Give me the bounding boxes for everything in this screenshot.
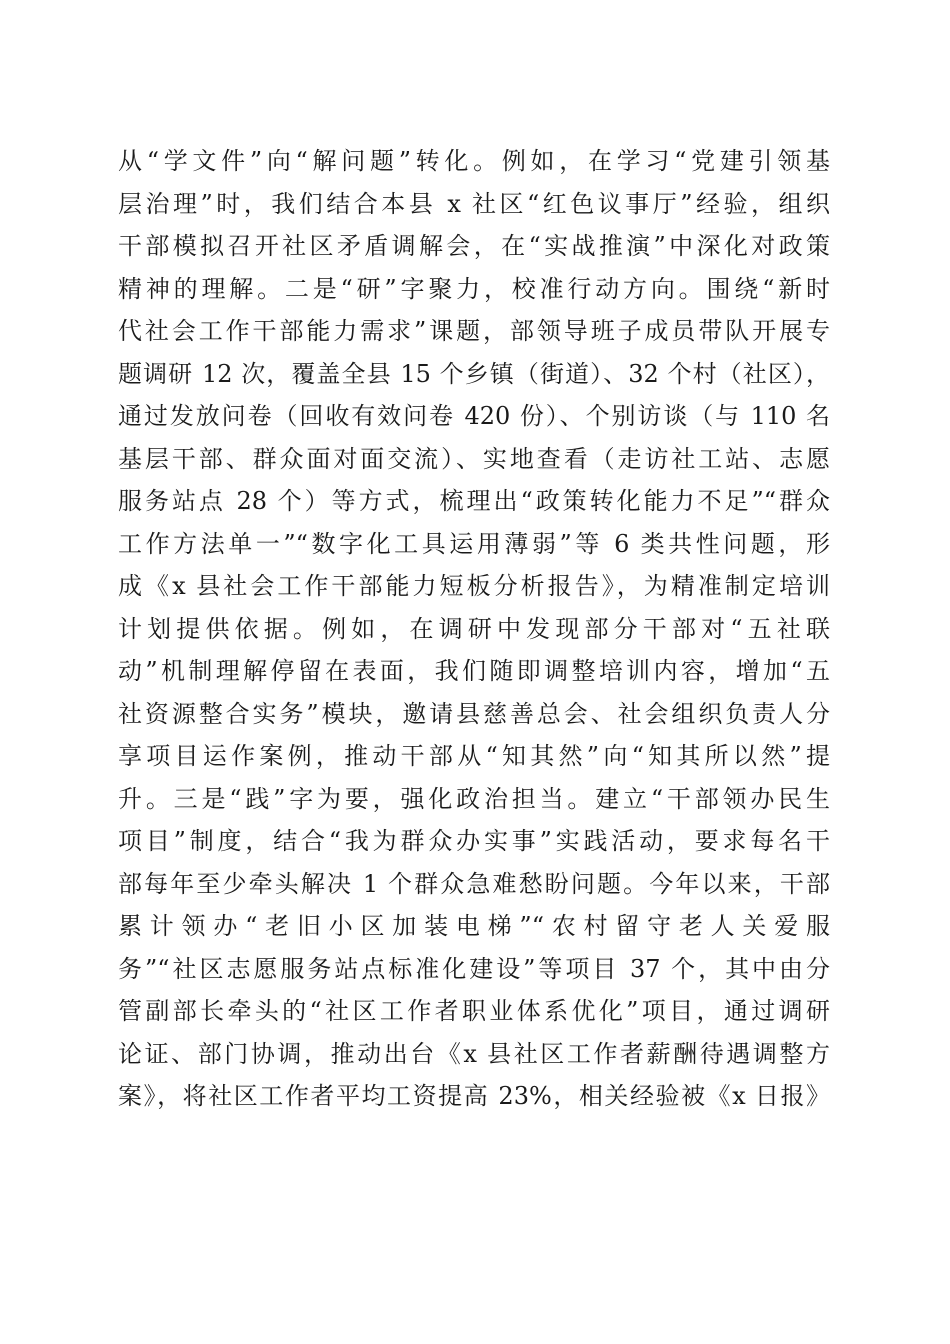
text-line-13: 动”机制理解停留在表面，我们随即调整培训内容，增加“五 — [118, 657, 830, 685]
text-line-3: 干部模拟召开社区矛盾调解会，在“实战推演”中深化对政策 — [118, 232, 830, 260]
text-line-19: 累计领办“老旧小区加装电梯”“农村留守老人关爱服 — [118, 912, 830, 940]
text-line-2: 层治理”时，我们结合本县 x 社区“红色议事厅”经验，组织 — [118, 189, 830, 218]
text-line-21: 管副部长牵头的“社区工作者职业体系优化”项目，通过调研 — [118, 997, 830, 1025]
text-line-20: 务”“社区志愿服务站点标准化建设”等项目 37 个，其中由分 — [118, 954, 830, 983]
text-line-12: 计划提供依据。例如，在调研中发现部分干部对“五社联 — [118, 614, 830, 643]
text-line-15: 享项目运作案例，推动干部从“知其然”向“知其所以然”提 — [118, 742, 830, 770]
text-line-5: 代社会工作干部能力需求”课题，部领导班子成员带队开展专 — [118, 317, 830, 345]
text-line-10: 工作方法单一”“数字化工具运用薄弱”等 6 类共性问题，形 — [118, 529, 830, 558]
text-line-16: 升。三是“践”字为要，强化政治担当。建立“干部领办民生 — [118, 784, 830, 813]
text-line-14: 社资源整合实务”模块，邀请县慈善总会、社会组织负责人分 — [118, 699, 830, 728]
text-line-23: 案》，将社区工作者平均工资提高 23%，相关经验被《x 日报》 — [118, 1082, 830, 1110]
text-line-7: 通过发放问卷（回收有效问卷 420 份）、个别访谈（与 110 名 — [118, 402, 830, 430]
text-line-22: 论证、部门协调，推动出台《x 县社区工作者薪酬待遇调整方 — [118, 1039, 830, 1068]
text-line-6: 题调研 12 次，覆盖全县 15 个乡镇（街道）、32 个村（社区）， — [118, 359, 830, 388]
text-line-4: 精神的理解。二是“研”字聚力，校准行动方向。围绕“新时 — [118, 274, 830, 303]
text-line-8: 基层干部、群众面对面交流）、实地查看（走访社工站、志愿 — [118, 444, 830, 473]
text-line-1: 从“学文件”向“解问题”转化。例如，在学习“党建引领基 — [118, 147, 830, 175]
text-line-11: 成《x 县社会工作干部能力短板分析报告》，为精准制定培训 — [118, 572, 830, 600]
text-line-18: 部每年至少牵头解决 1 个群众急难愁盼问题。今年以来，干部 — [118, 869, 830, 898]
text-line-9: 服务站点 28 个）等方式，梳理出“政策转化能力不足”“群众 — [118, 487, 830, 515]
text-line-17: 项目”制度，结合“我为群众办实事”实践活动，要求每名干 — [118, 827, 830, 855]
body-paragraph — [118, 140, 830, 1118]
